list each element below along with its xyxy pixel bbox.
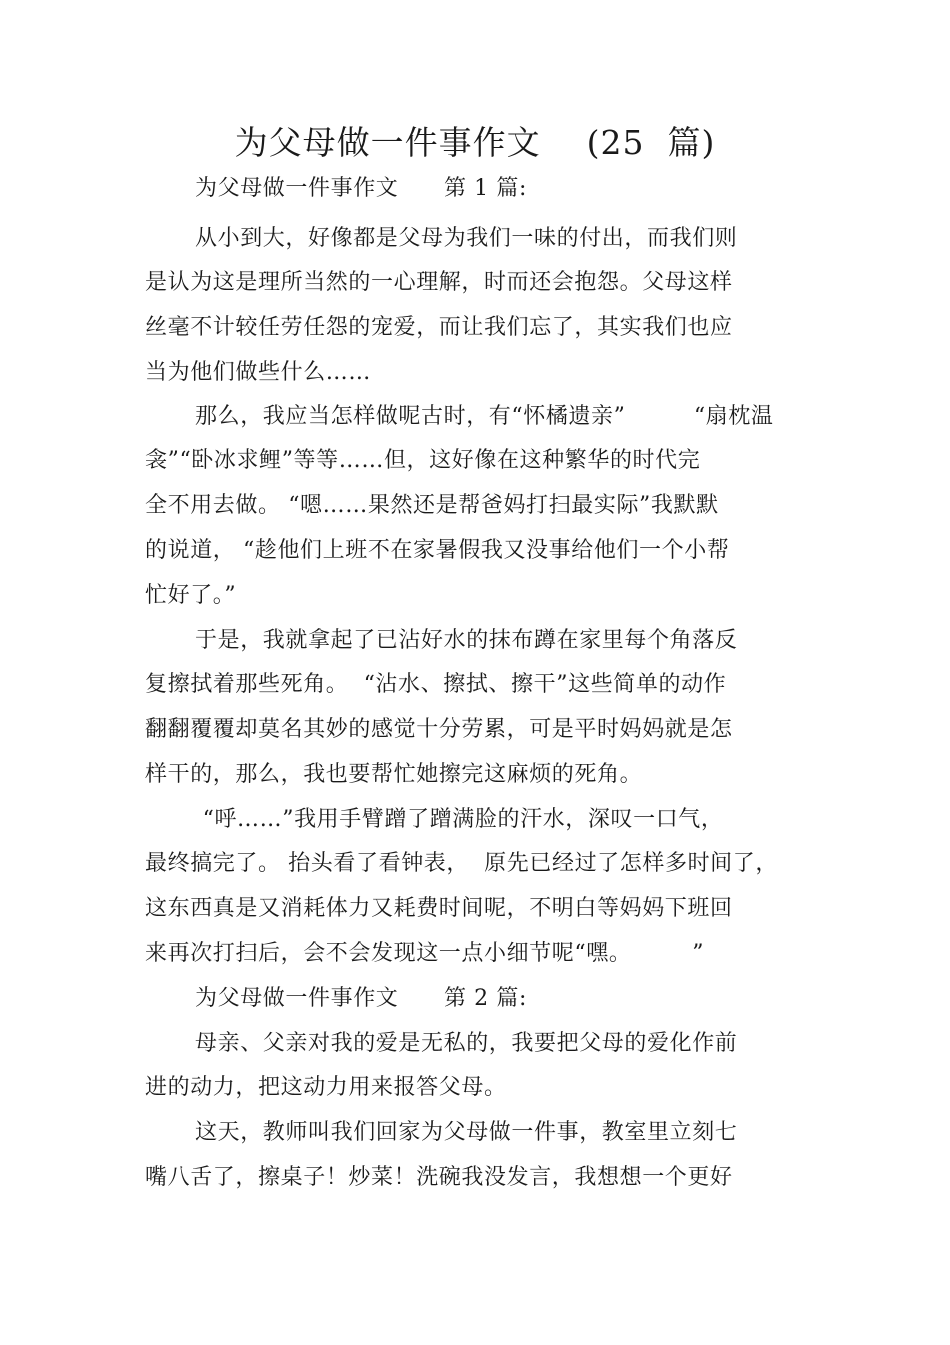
paragraph-line: 衾”“卧冰求鲤”等等……但，这好像在这种繁华的时代完 (145, 448, 701, 473)
section-heading-2: 为父母做一件事作文 第 2 篇: (195, 986, 527, 1011)
document-title: 为父母做一件事作文 (25 篇) (234, 123, 716, 162)
paragraph-line: 这东西真是又消耗体力又耗费时间呢，不明白等妈妈下班回 (145, 896, 733, 921)
paragraph-line: 样干的，那么，我也要帮忙她擦完这麻烦的死角。 (145, 762, 643, 787)
paragraph-line: 丝毫不计较任劳任怨的宠爱，而让我们忘了，其实我们也应 (145, 315, 733, 340)
paragraph-line: 嘴八舌了，擦桌子！炒菜！洗碗我没发言，我想想一个更好 (145, 1165, 733, 1190)
paragraph-line: 这天，教师叫我们回家为父母做一件事，教室里立刻七 (195, 1120, 738, 1145)
paragraph-line: 忙好了。” (145, 583, 237, 608)
paragraph-line: 进的动力，把这动力用来报答父母。 (145, 1075, 507, 1100)
paragraph-line: 当为他们做些什么…… (145, 360, 372, 385)
paragraph-line: 最终搞完了。 抬头看了看钟表， 原先已经过了怎样多时间了， (145, 851, 778, 876)
paragraph-line: 是认为这是理所当然的一心理解，时而还会抱怨。父母这样 (145, 270, 733, 295)
paragraph-line: 于是，我就拿起了已沾好水的抹布蹲在家里每个角落反 (195, 628, 738, 653)
paragraph-line: 从小到大，好像都是父母为我们一味的付出，而我们则 (195, 226, 738, 251)
paragraph-line: 那么，我应当怎样做呢古时，有“怀橘遗亲” “扇枕温 (195, 404, 774, 429)
paragraph-line: 来再次打扫后，会不会发现这一点小细节呢“嘿。 ” (145, 941, 705, 966)
paragraph-line: 母亲、父亲对我的爱是无私的，我要把父母的爱化作前 (195, 1031, 738, 1056)
paragraph-line: 的说道， “趁他们上班不在家暑假我又没事给他们一个小帮 (145, 538, 730, 563)
paragraph-line: “呼……”我用手臂蹭了蹭满脸的汗水，深叹一口气， (195, 807, 724, 832)
paragraph-line: 全不用去做。 “嗯……果然还是帮爸妈打扫最实际”我默默 (145, 493, 719, 518)
paragraph-line: 翻翻覆覆却莫名其妙的感觉十分劳累，可是平时妈妈就是怎 (145, 717, 733, 742)
section-heading-1: 为父母做一件事作文 第 1 篇: (195, 176, 527, 201)
paragraph-line: 复擦拭着那些死角。 “沾水、擦拭、擦干”这些简单的动作 (145, 672, 727, 697)
